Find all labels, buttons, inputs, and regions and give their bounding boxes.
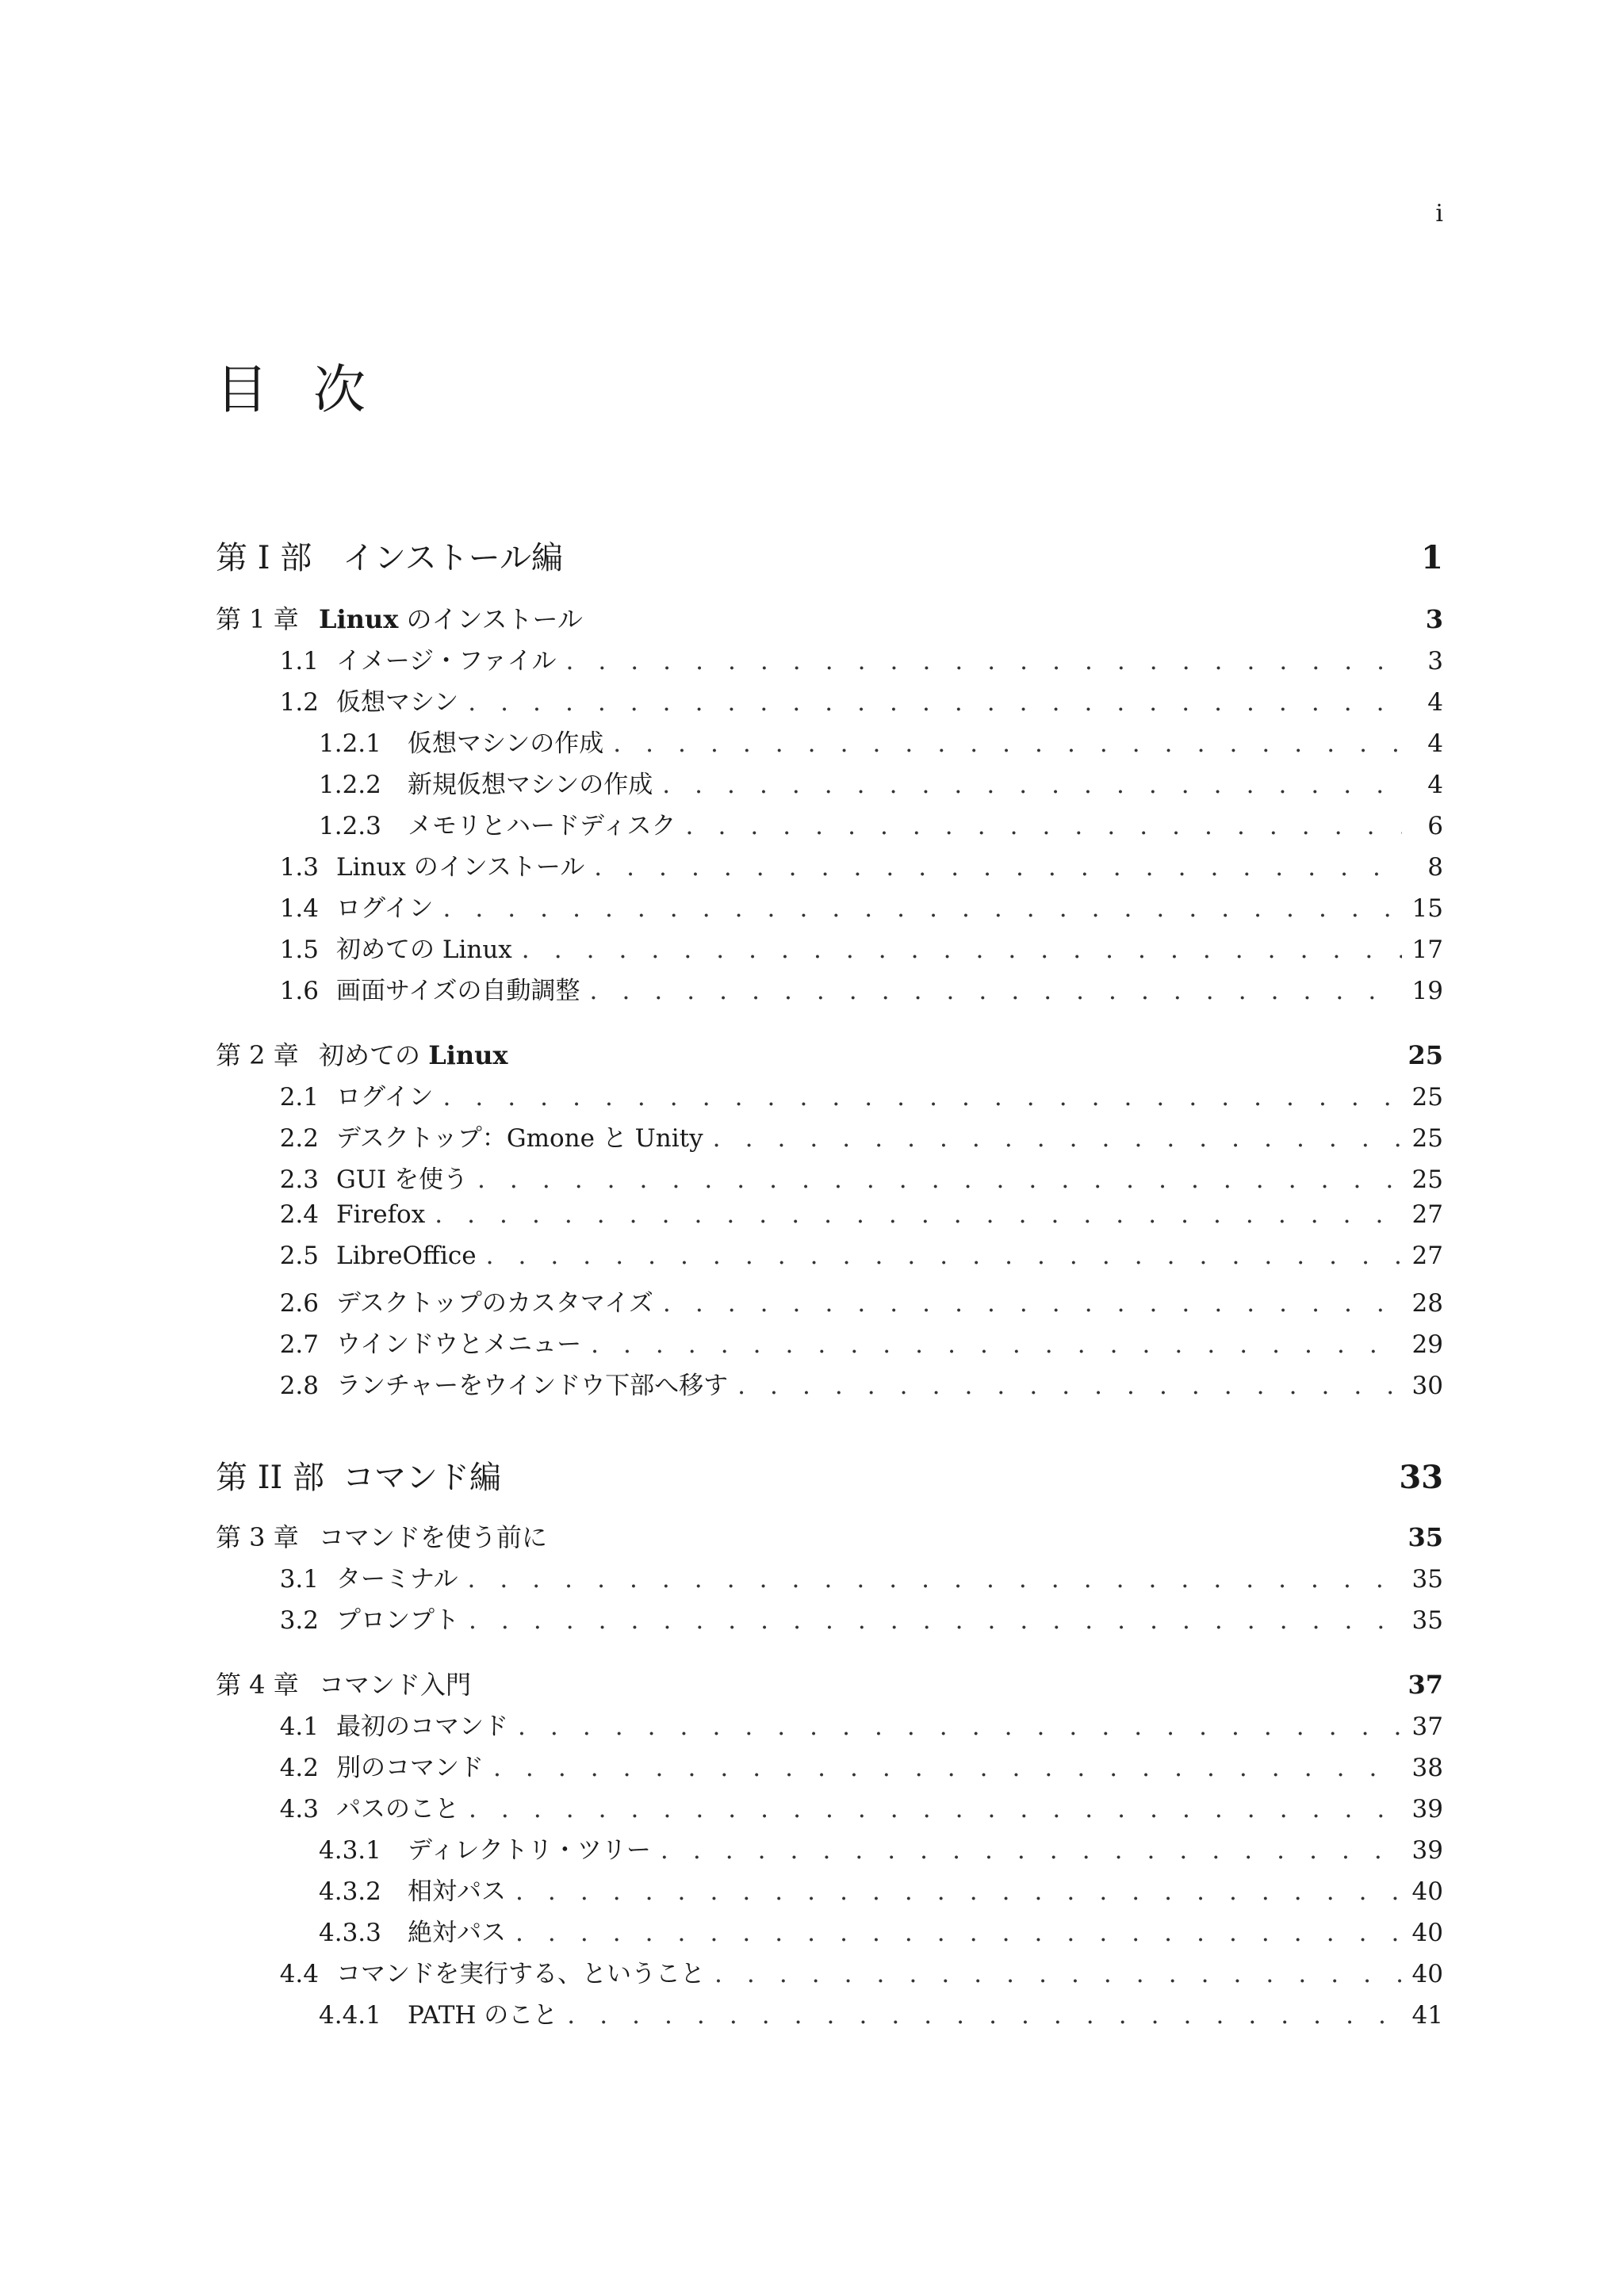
toc-entry-title: メモリとハードディスク	[408, 812, 676, 840]
dot-leader	[565, 647, 1402, 675]
toc-entry-page: 35	[1411, 1606, 1443, 1635]
toc-section-entry[interactable]	[216, 847, 1443, 888]
toc-entry-title: ログイン	[336, 1083, 434, 1112]
toc-entry-title: ターミナル	[336, 1565, 458, 1594]
toc-entry-number: 4.1	[279, 1712, 319, 1741]
toc-entry-title: 最初のコマンド	[336, 1712, 508, 1741]
toc-entry-number: 4.2	[279, 1754, 319, 1782]
toc-entry-number: 1.2.2	[319, 771, 381, 799]
toc-subsection-entry[interactable]	[216, 1995, 1443, 2036]
toc-section-entry[interactable]	[216, 888, 1443, 929]
toc-chapter-entry[interactable]	[216, 1517, 1443, 1559]
toc-entry-number: 第 3 章	[216, 1522, 299, 1552]
toc-entry-page: 25	[1411, 1124, 1443, 1153]
toc-entry-title: コマンド編	[343, 1460, 501, 1496]
dot-leader	[713, 1124, 1402, 1153]
toc-entry-number: 1.1	[279, 647, 319, 675]
dot-leader	[613, 729, 1402, 758]
toc-entry-title: Linux のインストール	[319, 604, 583, 634]
toc-entry-page: 41	[1411, 2001, 1443, 2030]
toc-entry-title: デスクトップ：Gmone と Unity	[336, 1124, 703, 1153]
toc-entry-page: 8	[1427, 853, 1443, 882]
toc-entry-title: デスクトップのカスタマイズ	[336, 1289, 653, 1318]
dot-leader	[469, 1795, 1402, 1823]
toc-part-entry[interactable]	[216, 1452, 1443, 1500]
dot-leader	[686, 812, 1402, 840]
toc-entry-page: 37	[1408, 1670, 1443, 1700]
dot-leader	[493, 1754, 1402, 1782]
toc-part-entry[interactable]	[216, 533, 1443, 580]
toc-chapter-entry[interactable]	[216, 1035, 1443, 1077]
toc-entry-title: 仮想マシン	[336, 688, 459, 717]
dot-leader	[714, 1960, 1402, 1988]
toc-entry-number: 2.1	[279, 1083, 319, 1112]
toc-section-entry[interactable]	[216, 1077, 1443, 1118]
page-number: i	[1435, 200, 1443, 228]
toc-section-entry[interactable]	[216, 1954, 1443, 1995]
dot-leader	[737, 1372, 1402, 1400]
toc-section-entry[interactable]	[216, 1242, 1443, 1283]
toc-entry-page: 25	[1408, 1040, 1443, 1070]
dot-leader	[661, 1836, 1402, 1865]
toc-entry-page: 40	[1411, 1919, 1443, 1947]
toc-entry-page: 33	[1399, 1459, 1443, 1496]
toc-entry-page: 15	[1411, 894, 1443, 923]
toc-entry-number: 3.1	[279, 1565, 319, 1594]
toc-entry-number: 第 4 章	[216, 1670, 299, 1700]
toc-entry-page: 3	[1425, 604, 1443, 634]
dot-leader	[435, 1200, 1402, 1229]
toc-entry-number: 4.4	[279, 1960, 319, 1988]
toc-section-entry[interactable]	[216, 1747, 1443, 1789]
dot-leader	[442, 894, 1402, 923]
dot-leader	[590, 977, 1402, 1005]
toc-entry-title: 仮想マシンの作成	[408, 729, 604, 758]
toc-section-entry[interactable]	[216, 1200, 1443, 1242]
toc-section-entry[interactable]	[216, 970, 1443, 1012]
toc-entry-page: 40	[1411, 1960, 1443, 1988]
dot-leader	[477, 1165, 1402, 1194]
toc-section-entry[interactable]	[216, 1789, 1443, 1830]
toc-section-entry[interactable]	[216, 1324, 1443, 1365]
toc-entry-title: プロンプト	[336, 1606, 459, 1635]
toc-section-entry[interactable]	[216, 1559, 1443, 1600]
toc-entry-title: ディレクトリ・ツリー	[408, 1836, 651, 1865]
toc-entry-title: GUI を使う	[336, 1165, 468, 1194]
toc-entry-number: 2.8	[279, 1372, 319, 1400]
toc-entry-number: 2.7	[279, 1330, 319, 1359]
toc-entry-title: 初めての Linux	[336, 936, 512, 964]
toc-entry-page: 25	[1411, 1165, 1443, 1194]
toc-entry-number: 2.2	[279, 1124, 319, 1153]
toc-entry-title: 別のコマンド	[336, 1754, 484, 1782]
toc-entry-page: 35	[1408, 1522, 1443, 1552]
toc-entry-title: Firefox	[336, 1200, 426, 1229]
toc-chapter-entry[interactable]	[216, 599, 1443, 641]
toc-entry-title: ウインドウとメニュー	[336, 1330, 582, 1359]
toc-entry-page: 4	[1427, 729, 1443, 758]
toc-entry-number: 1.2.3	[319, 812, 381, 840]
dot-leader	[442, 1083, 1402, 1112]
toc-section-entry[interactable]	[216, 1600, 1443, 1641]
dot-leader	[663, 1289, 1402, 1318]
toc-entry-page: 25	[1411, 1083, 1443, 1112]
dot-leader	[591, 1330, 1402, 1359]
toc-subsection-entry[interactable]	[216, 1830, 1443, 1871]
toc-entry-page: 40	[1411, 1877, 1443, 1906]
dot-leader	[469, 1606, 1402, 1635]
toc-entry-number: 2.5	[279, 1242, 319, 1270]
toc-subsection-entry[interactable]	[216, 806, 1443, 847]
toc-entry-number: 2.4	[279, 1200, 319, 1229]
toc-entry-title: 絶対パス	[408, 1919, 506, 1947]
toc-entry-title: 初めての Linux	[319, 1040, 508, 1070]
toc-entry-number: 3.2	[279, 1606, 319, 1635]
toc-section-entry[interactable]	[216, 1365, 1443, 1406]
toc-entry-title: LibreOffice	[336, 1242, 477, 1270]
dot-leader	[567, 2001, 1402, 2030]
toc-entry-title: ログイン	[336, 894, 434, 923]
toc-section-entry[interactable]	[216, 641, 1443, 682]
toc-entry-title: 相対パス	[408, 1877, 506, 1906]
toc-entry-title: Linux のインストール	[336, 853, 585, 882]
dot-leader	[486, 1242, 1402, 1270]
toc-entry-page: 1	[1421, 539, 1443, 576]
toc-entry-page: 17	[1411, 936, 1443, 964]
dot-leader	[518, 1712, 1402, 1741]
dot-leader	[515, 1877, 1402, 1906]
toc-entry-title: コマンドを使う前に	[319, 1522, 548, 1552]
toc-section-entry[interactable]	[216, 929, 1443, 970]
toc-entry-page: 39	[1411, 1836, 1443, 1865]
toc-entry-page: 28	[1411, 1289, 1443, 1318]
toc-entry-page: 27	[1411, 1242, 1443, 1270]
toc-subsection-entry[interactable]	[216, 1912, 1443, 1954]
toc-entry-page: 6	[1427, 812, 1443, 840]
toc-entry-page: 30	[1411, 1372, 1443, 1400]
toc-subsection-entry[interactable]	[216, 764, 1443, 806]
toc-entry-number: 1.3	[279, 853, 319, 882]
toc-entry-number: 4.3.3	[319, 1919, 381, 1947]
toc-entry-page: 39	[1411, 1795, 1443, 1823]
toc-entry-number: 1.5	[279, 936, 319, 964]
toc-section-entry[interactable]	[216, 1159, 1443, 1200]
toc-entry-number: 2.6	[279, 1289, 319, 1318]
toc-entry-title: ランチャーをウインドウ下部へ移す	[336, 1372, 729, 1400]
toc-entry-number: 第 2 章	[216, 1040, 299, 1070]
toc-entry-title: パスのこと	[336, 1795, 459, 1823]
toc-entry-page: 27	[1411, 1200, 1443, 1229]
toc-entry-number: 第 1 章	[216, 604, 299, 634]
toc-entry-number: 第 I 部	[216, 540, 312, 576]
toc-entry-number: 4.4.1	[319, 2001, 381, 2030]
toc-entry-number: 1.2	[279, 688, 319, 717]
toc-entry-page: 4	[1427, 688, 1443, 717]
toc-entry-number: 1.6	[279, 977, 319, 1005]
toc-entry-title: 新規仮想マシンの作成	[408, 771, 653, 799]
toc-subsection-entry[interactable]	[216, 723, 1443, 764]
toc-entry-page: 38	[1411, 1754, 1443, 1782]
toc-entry-number: 第 II 部	[216, 1460, 325, 1496]
page-title: 目 次	[216, 359, 380, 420]
toc-entry-number: 2.3	[279, 1165, 319, 1194]
toc-entry-page: 4	[1427, 771, 1443, 799]
toc-entry-title: PATH のこと	[408, 2001, 558, 2030]
toc-entry-number: 4.3.2	[319, 1877, 381, 1906]
dot-leader	[662, 771, 1402, 799]
toc-entry-title: コマンドを実行する、ということ	[336, 1960, 705, 1988]
toc-entry-title: イメージ・ファイル	[336, 647, 557, 675]
toc-entry-page: 3	[1427, 647, 1443, 675]
toc-section-entry[interactable]	[216, 1118, 1443, 1159]
toc-entry-number: 1.4	[279, 894, 319, 923]
toc-chapter-entry[interactable]	[216, 1665, 1443, 1706]
toc-section-entry[interactable]	[216, 682, 1443, 723]
toc-entry-page: 29	[1411, 1330, 1443, 1359]
dot-leader	[467, 1565, 1402, 1594]
toc-subsection-entry[interactable]	[216, 1871, 1443, 1912]
dot-leader	[522, 936, 1402, 964]
toc-section-entry[interactable]	[216, 1706, 1443, 1747]
toc-entry-number: 4.3	[279, 1795, 319, 1823]
toc-entry-page: 35	[1411, 1565, 1443, 1594]
toc-section-entry[interactable]	[216, 1283, 1443, 1324]
toc-entry-title: コマンド入門	[319, 1670, 472, 1700]
toc-entry-title: インストール編	[343, 540, 563, 576]
dot-leader	[515, 1919, 1402, 1947]
toc-entry-title: 画面サイズの自動調整	[336, 977, 580, 1005]
dot-leader	[594, 853, 1402, 882]
toc-entry-page: 19	[1411, 977, 1443, 1005]
toc-entry-page: 37	[1411, 1712, 1443, 1741]
toc-entry-number: 4.3.1	[319, 1836, 381, 1865]
toc-entry-number: 1.2.1	[319, 729, 381, 758]
dot-leader	[468, 688, 1402, 717]
